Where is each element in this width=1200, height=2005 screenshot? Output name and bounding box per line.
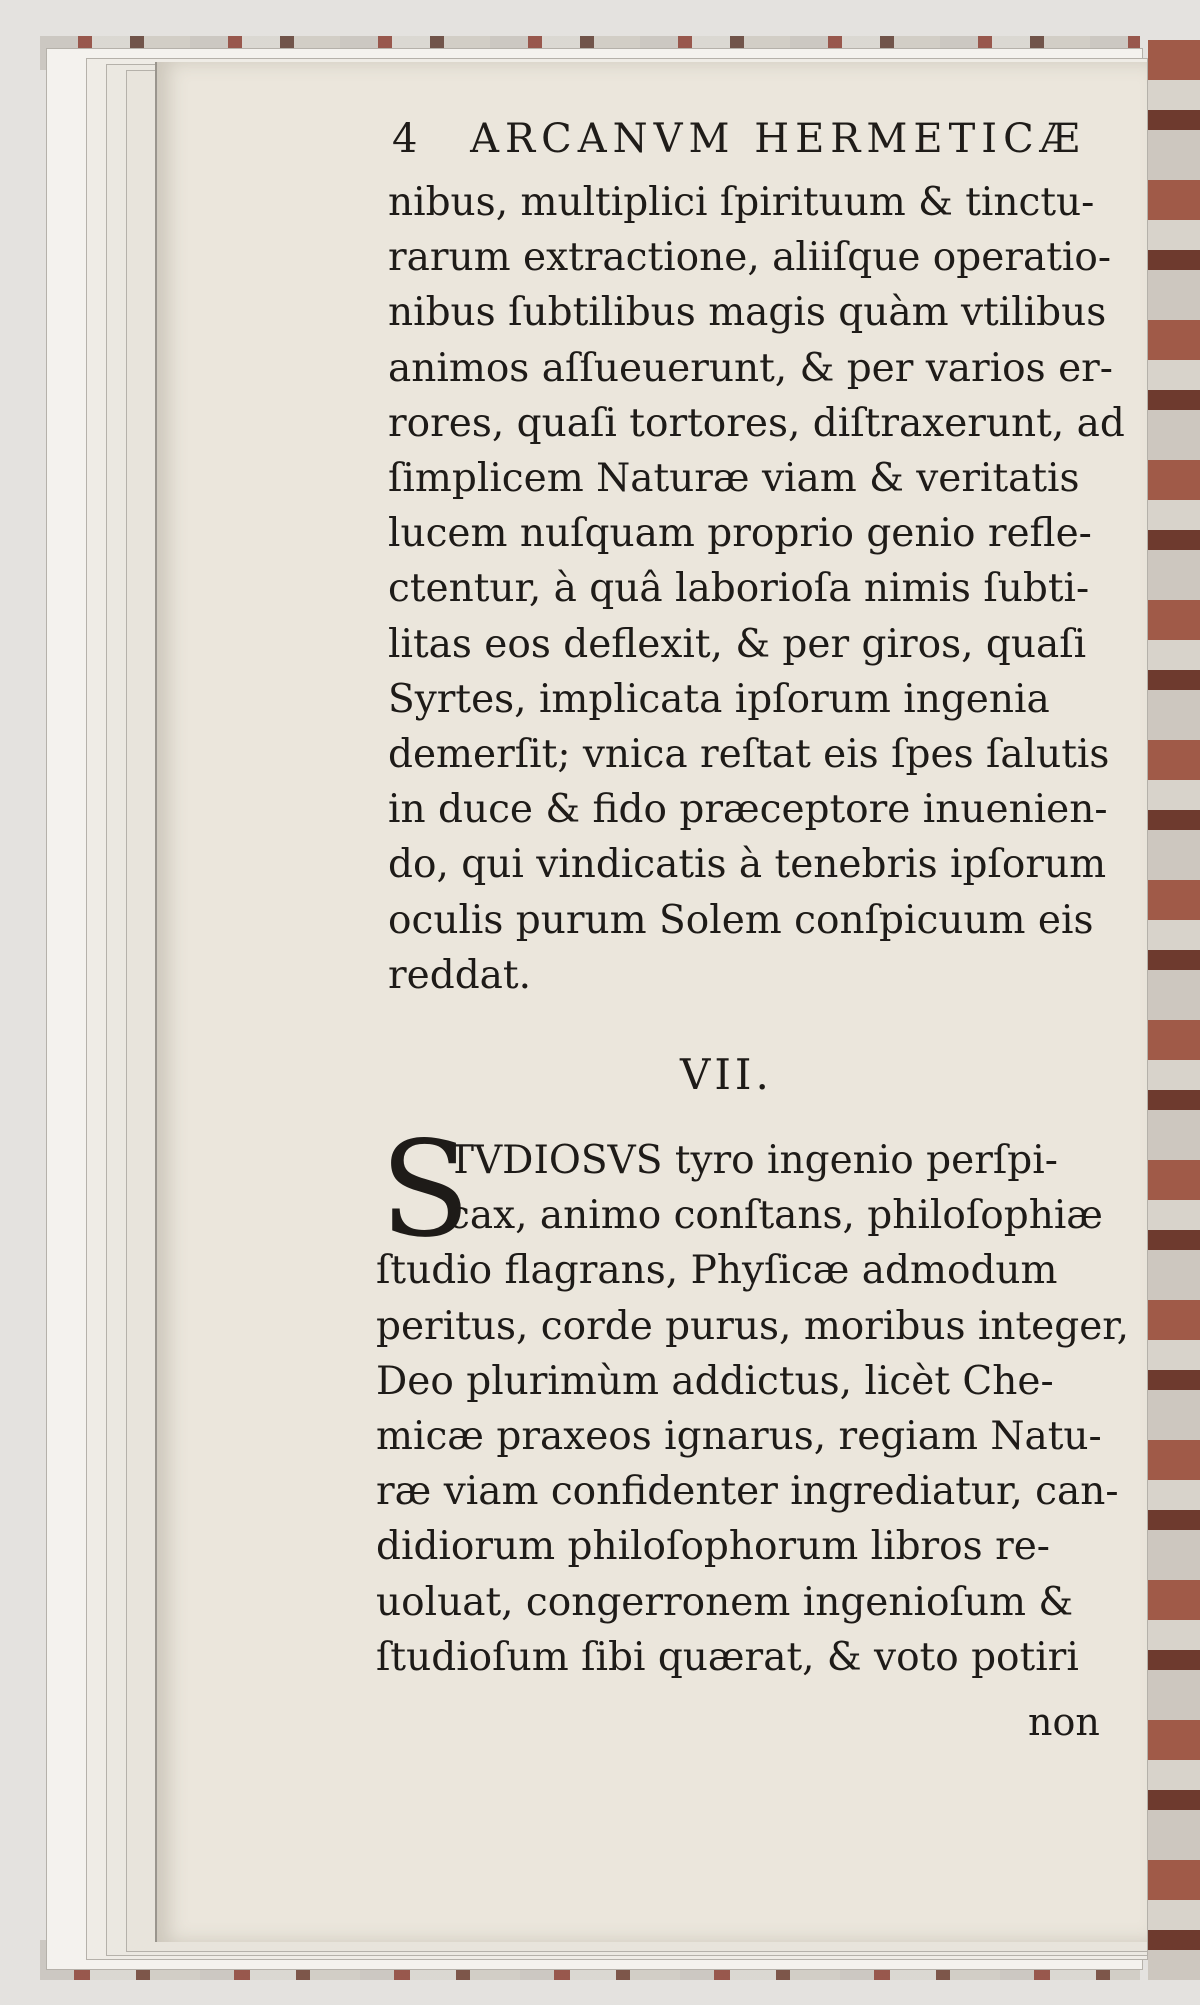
text-line: rores, quaſi tortores, diſtraxerunt, ad (388, 400, 1125, 446)
drop-cap: S (380, 1113, 471, 1267)
text-line: didiorum philoſophorum libros re- (376, 1524, 1050, 1570)
text-line: reddat. (388, 952, 531, 998)
running-title: ARCANVM HERMETICÆ (470, 116, 1086, 162)
text-line: lucem nuſquam proprio genio reflе- (388, 511, 1092, 557)
text-line: nibus, multiplici ſpirituum & tinctu- (388, 180, 1095, 225)
text-line: ſimplicem Naturæ viam & veritatis (388, 456, 1080, 502)
section-number: VII. (680, 1050, 773, 1099)
text-line: cax, animo conſtans, philoſophiæ (448, 1193, 1103, 1239)
text-line: peritus, corde purus, moribus integer, (376, 1303, 1130, 1349)
text-line: Deo plurimùm addictus, licèt Che- (376, 1358, 1054, 1404)
text-line: in duce & fido præceptore inuenien- (388, 787, 1108, 833)
text-line: ræ viam confidenter ingrediatur, can- (376, 1469, 1119, 1515)
text-line: do, qui vindicatis à tenebris ipſorum (388, 842, 1107, 888)
text-line: nibus ſubtilibus magis quàm vtilibus (388, 290, 1107, 336)
running-header (392, 116, 1092, 162)
marbled-right-edge (1148, 40, 1200, 1980)
text-line: ctentur, à quâ laborioſa nimis ſubti- (388, 566, 1090, 612)
paragraph-2 (376, 1133, 1129, 1685)
text-line: litas eos deflexit, & per giros, quaſi (388, 621, 1087, 667)
text-line: oculis purum Solem conſpicuum eis (388, 897, 1094, 943)
text-line: animos aſſueuerunt, & per varios er- (388, 345, 1113, 391)
text-line: rarum extractione, aliiſque operatio- (388, 235, 1112, 281)
text-line: demerſit; vnica reſtat eis ſpes ſalutis (388, 732, 1110, 778)
text-line: ſtudio flagrans, Phyſicæ admodum (376, 1248, 1058, 1294)
paragraph-1 (388, 175, 1125, 1003)
text-line: TVDIOSVS tyro ingenio perſpi- (448, 1138, 1058, 1183)
text-line: micæ praxeos ignarus, regiam Natu- (376, 1414, 1102, 1460)
text-line: uoluat, congerronem ingenioſum & (376, 1579, 1074, 1625)
catchword: non (1028, 1700, 1100, 1744)
text-line: Syrtes, implicata ipſorum ingenia (388, 676, 1050, 722)
text-line: ſtudioſum ſibi quærat, & voto potiri (376, 1634, 1079, 1680)
page-number: 4 (392, 116, 424, 162)
